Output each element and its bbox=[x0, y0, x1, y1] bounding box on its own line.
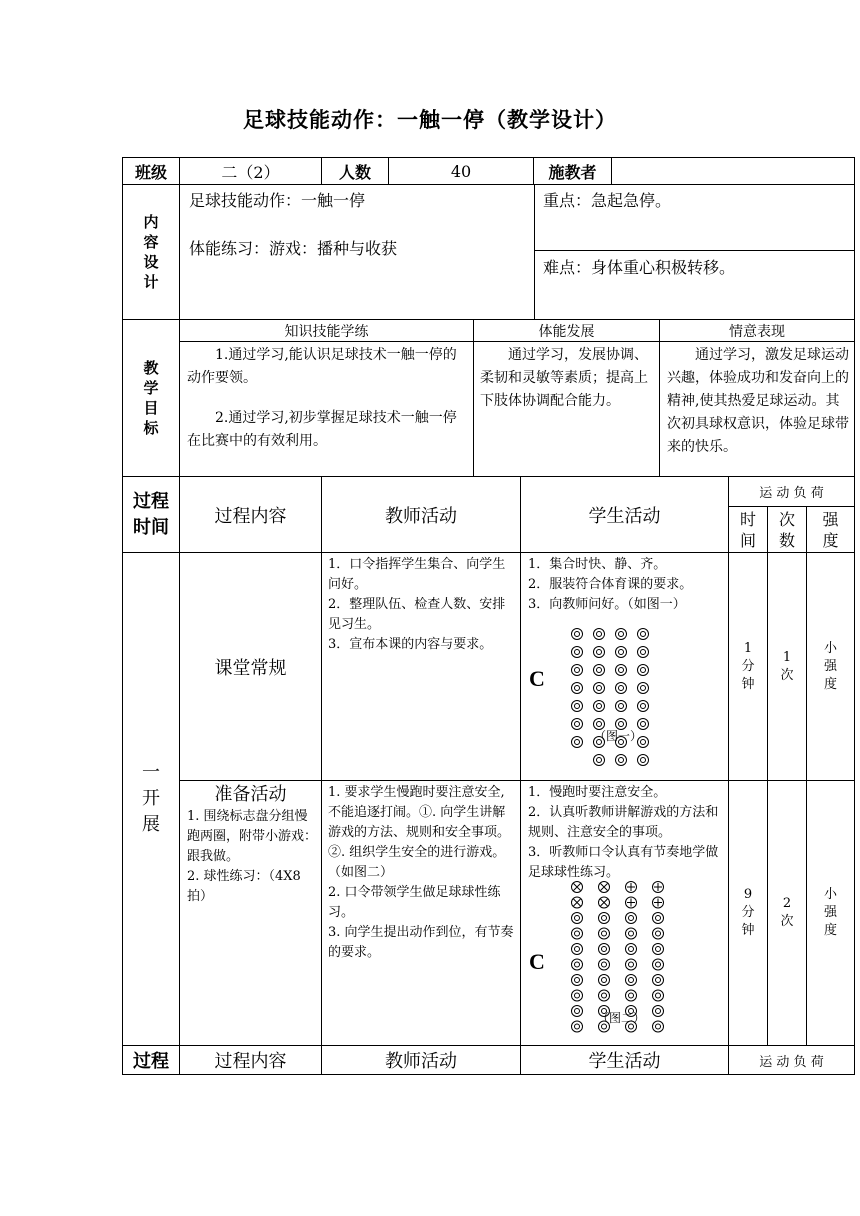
content-main-cell bbox=[179, 184, 535, 320]
concentric-circle-icon bbox=[616, 629, 627, 640]
count-label: 人数 bbox=[321, 157, 389, 185]
concentric-circle-icon bbox=[572, 683, 583, 694]
concentric-circle-icon bbox=[638, 683, 649, 694]
concentric-circle-icon bbox=[594, 647, 605, 658]
concentric-circle-icon bbox=[594, 701, 605, 712]
row2-time-cell bbox=[728, 780, 768, 1046]
concentric-circle-icon bbox=[572, 1006, 583, 1017]
row1-teacher-cell bbox=[321, 552, 521, 781]
concentric-circle-icon bbox=[572, 647, 583, 658]
row1-coach-mark: C bbox=[529, 666, 545, 691]
footer-teacher-header: 教师活动 bbox=[321, 1045, 521, 1075]
load-intensity-header: 强度 bbox=[822, 509, 839, 550]
concentric-circle-icon bbox=[616, 665, 627, 676]
row2-teacher-cell bbox=[321, 780, 521, 1046]
goals-col1-cell bbox=[179, 341, 474, 477]
goals-col3-text: 通过学习，激发足球运动兴趣，体验成功和发奋向上的精神,使其热爱足球运动。其次初具球权意识，体验足球带来的快乐。 bbox=[667, 347, 849, 455]
row1-student-2: 2．服装符合体育课的要求。 bbox=[528, 577, 693, 592]
row2-content-cell bbox=[179, 780, 322, 1046]
row2-content-item-1: 1. 围绕标志盘分组慢跑两圈，附带小游戏：跟我做。 bbox=[187, 809, 318, 864]
row1-teacher-1: 1．口令指挥学生集合、向学生问好。 bbox=[328, 557, 506, 592]
process-time-header: 过程时间 bbox=[133, 490, 169, 538]
goals-col1-p2: 2.通过学习,初步掌握足球技术一触一停在比赛中的有效利用。 bbox=[187, 410, 457, 449]
row2-student-cell bbox=[520, 780, 729, 1046]
row2-count: 2次 bbox=[780, 896, 794, 929]
concentric-circle-icon bbox=[572, 665, 583, 676]
concentric-circle-icon bbox=[599, 975, 610, 986]
row2-student-2: 2．认真听教师讲解游戏的方法和规则、注意安全的事项。 bbox=[528, 805, 719, 840]
class-label: 班级 bbox=[122, 157, 180, 185]
concentric-circle-icon bbox=[653, 928, 664, 939]
row2-intensity: 小强度 bbox=[823, 887, 837, 938]
concentric-circle-icon bbox=[616, 701, 627, 712]
content-label-cell bbox=[122, 184, 180, 320]
difficulty: 难点：身体重心积极转移。 bbox=[543, 258, 736, 277]
concentric-circle-icon bbox=[616, 683, 627, 694]
concentric-circle-icon bbox=[572, 944, 583, 955]
load-header: 运 动 负 荷 bbox=[728, 476, 855, 507]
concentric-circle-icon bbox=[626, 944, 637, 955]
content-skill: 足球技能动作：一触一停 bbox=[189, 191, 366, 210]
key-point: 重点：急起急停。 bbox=[543, 191, 672, 210]
concentric-circle-icon bbox=[653, 975, 664, 986]
concentric-circle-icon bbox=[599, 944, 610, 955]
concentric-circle-icon bbox=[638, 665, 649, 676]
page-title: 足球技能动作：一触一停（教学设计） bbox=[243, 107, 617, 132]
concentric-circle-icon bbox=[626, 928, 637, 939]
concentric-circle-icon bbox=[638, 647, 649, 658]
concentric-circle-icon bbox=[653, 913, 664, 924]
concentric-circle-icon bbox=[616, 647, 627, 658]
concentric-circle-icon bbox=[653, 990, 664, 1001]
concentric-circle-icon bbox=[653, 944, 664, 955]
row2-figure-label: （图二） bbox=[597, 1011, 646, 1025]
row1-intensity: 小强度 bbox=[823, 640, 837, 692]
concentric-circle-icon bbox=[572, 1021, 583, 1032]
row2-content-item-2: 2. 球性练习：（4X8拍） bbox=[187, 869, 301, 904]
concentric-circle-icon bbox=[572, 719, 583, 730]
teacher-value bbox=[611, 157, 855, 185]
row1-student-cell bbox=[520, 552, 729, 781]
section-name: 一开展 bbox=[142, 762, 160, 835]
goals-col3-title: 情意表现 bbox=[659, 319, 855, 342]
footer-time-header: 过程 bbox=[122, 1045, 180, 1075]
load-time-header-cell bbox=[728, 506, 768, 553]
footer-load-header: 运 动 负 荷 bbox=[728, 1045, 855, 1075]
row2-count-cell bbox=[767, 780, 807, 1046]
concentric-circle-icon bbox=[653, 1006, 664, 1017]
goals-col2-cell bbox=[473, 341, 660, 477]
count-value: 40 bbox=[388, 157, 534, 185]
row1-count: 1次 bbox=[780, 649, 794, 683]
concentric-circle-icon bbox=[626, 913, 637, 924]
goals-col2-title: 体能发展 bbox=[473, 319, 660, 342]
content-fitness: 体能练习：游戏：播种与收获 bbox=[189, 239, 398, 258]
process-content-header: 过程内容 bbox=[179, 476, 322, 553]
concentric-circle-icon bbox=[572, 913, 583, 924]
row2-student-1: 1．慢跑时要注意安全。 bbox=[528, 785, 667, 800]
row1-intensity-cell bbox=[806, 552, 855, 781]
student-activity-header: 学生活动 bbox=[520, 476, 729, 553]
footer-student-header: 学生活动 bbox=[520, 1045, 729, 1075]
load-count-header: 次数 bbox=[779, 509, 796, 550]
concentric-circle-icon bbox=[626, 975, 637, 986]
difficulty-cell bbox=[534, 250, 855, 320]
row1-time-cell bbox=[728, 552, 768, 781]
load-time-header: 时间 bbox=[740, 509, 757, 550]
concentric-circle-icon bbox=[626, 959, 637, 970]
goals-col2-text: 通过学习，发展协调、柔韧和灵敏等素质；提高上下肢体协调配合能力。 bbox=[480, 347, 648, 409]
row1-student-3: 3．向教师问好。（如图一） bbox=[528, 597, 686, 612]
concentric-circle-icon bbox=[653, 1021, 664, 1032]
concentric-circle-icon bbox=[594, 629, 605, 640]
goals-col1-p1: 1.通过学习,能认识足球技术一触一停的动作要领。 bbox=[187, 347, 457, 386]
concentric-circle-icon bbox=[572, 959, 583, 970]
row1-student-1: 1．集合时快、静、齐。 bbox=[528, 557, 667, 572]
concentric-circle-icon bbox=[638, 629, 649, 640]
row1-time: 1分钟 bbox=[741, 640, 755, 692]
row2-coach-mark: C bbox=[529, 949, 545, 974]
concentric-circle-icon bbox=[594, 665, 605, 676]
concentric-circle-icon bbox=[599, 913, 610, 924]
footer-content-header: 过程内容 bbox=[179, 1045, 322, 1075]
row2-teacher-2: 2. 口令带领学生做足球球性练习。 bbox=[328, 885, 501, 920]
row1-formation-diagram bbox=[569, 625, 659, 771]
concentric-circle-icon bbox=[572, 928, 583, 939]
goals-col3-cell bbox=[659, 341, 855, 477]
row2-teacher-3: 3. 向学生提出动作到位，有节奏的要求。 bbox=[328, 925, 514, 960]
section-name-cell bbox=[122, 552, 180, 1046]
load-count-header-cell bbox=[767, 506, 807, 553]
teacher-activity-header: 教师活动 bbox=[321, 476, 521, 553]
goals-label: 教学目标 bbox=[143, 359, 159, 437]
goals-col1-title: 知识技能学练 bbox=[179, 319, 474, 342]
teacher-label: 施教者 bbox=[533, 157, 612, 185]
row2-content-title: 准备活动 bbox=[214, 784, 287, 805]
row1-teacher-3: 3．宣布本课的内容与要求。 bbox=[328, 637, 493, 652]
row1-content-title: 课堂常规 bbox=[179, 552, 322, 781]
concentric-circle-icon bbox=[572, 701, 583, 712]
concentric-circle-icon bbox=[616, 755, 627, 766]
concentric-circle-icon bbox=[572, 990, 583, 1001]
process-time-header-cell bbox=[122, 476, 180, 553]
concentric-circle-icon bbox=[572, 737, 583, 748]
load-intensity-header-cell bbox=[806, 506, 855, 553]
row2-time: 9分钟 bbox=[741, 887, 755, 938]
row2-student-3: 3．听教师口令认真有节奏地学做足球球性练习。 bbox=[528, 845, 719, 880]
row1-figure-label: （图一） bbox=[594, 729, 643, 743]
key-point-cell bbox=[534, 184, 855, 251]
concentric-circle-icon bbox=[626, 990, 637, 1001]
goals-label-cell bbox=[122, 319, 180, 477]
concentric-circle-icon bbox=[599, 990, 610, 1001]
concentric-circle-icon bbox=[653, 959, 664, 970]
concentric-circle-icon bbox=[572, 975, 583, 986]
concentric-circle-icon bbox=[599, 959, 610, 970]
content-label: 内容设计 bbox=[143, 213, 159, 291]
class-value: 二（2） bbox=[179, 157, 322, 185]
row2-teacher-1: 1. 要求学生慢跑时要注意安全,不能追逐打闹。①. 向学生讲解游戏的方法、规则和安全事项。②. 组织学生安全的进行游戏。（如图二） bbox=[328, 785, 511, 880]
concentric-circle-icon bbox=[599, 928, 610, 939]
concentric-circle-icon bbox=[572, 629, 583, 640]
concentric-circle-icon bbox=[594, 755, 605, 766]
concentric-circle-icon bbox=[638, 701, 649, 712]
row2-intensity-cell bbox=[806, 780, 855, 1046]
row1-count-cell bbox=[767, 552, 807, 781]
concentric-circle-icon bbox=[594, 683, 605, 694]
concentric-circle-icon bbox=[638, 755, 649, 766]
row1-teacher-2: 2．整理队伍、检查人数、安排见习生。 bbox=[328, 597, 506, 632]
